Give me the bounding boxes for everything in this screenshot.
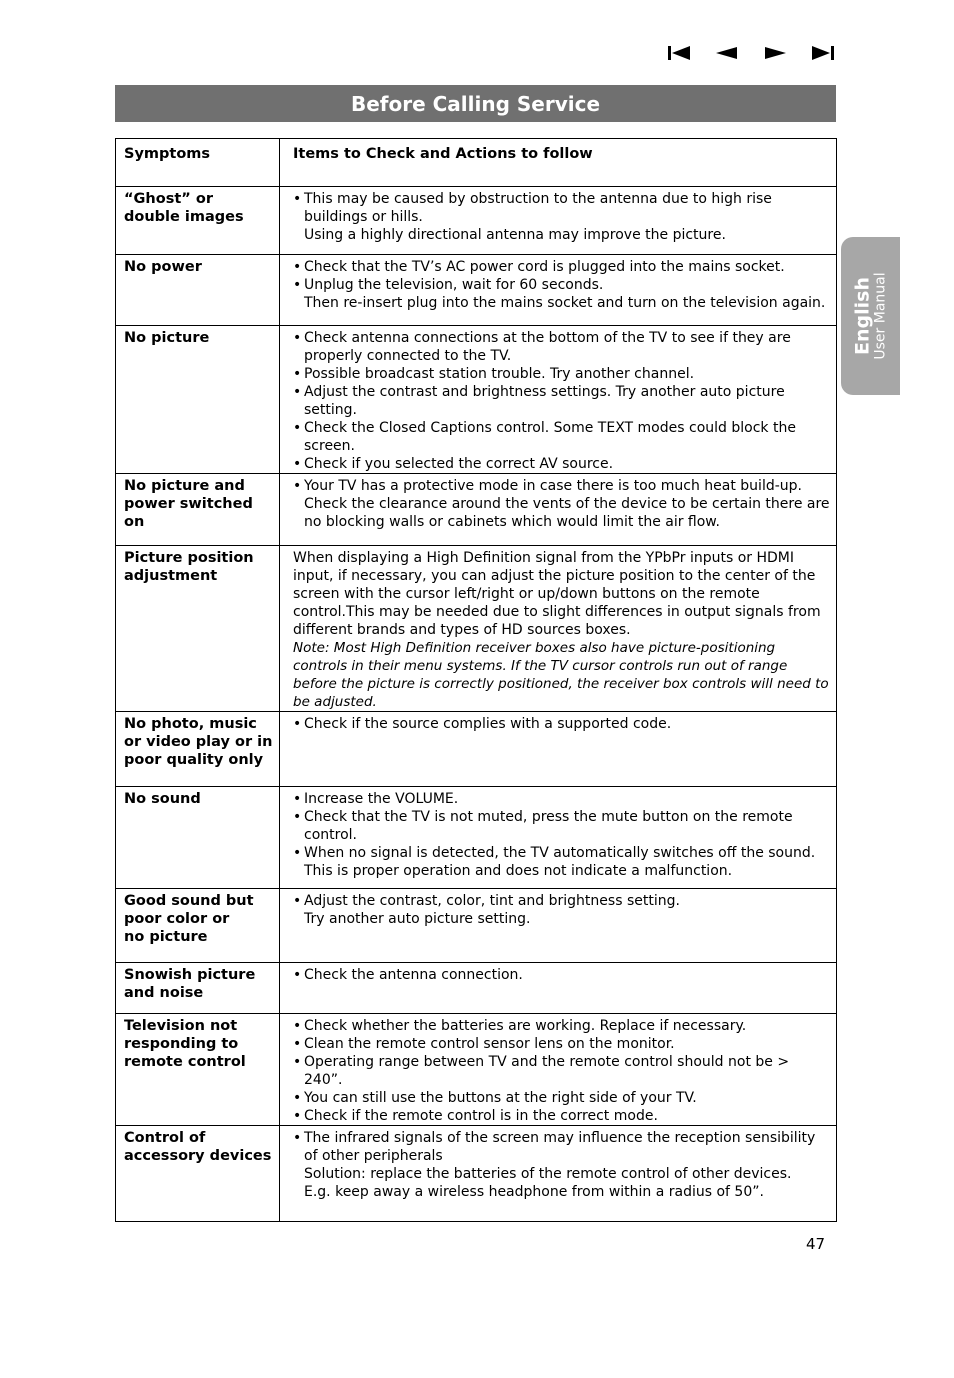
symptom-cell: Good sound but poor color or no picture [116, 889, 280, 963]
bullet-item [293, 1053, 830, 1089]
bullet-text: Check if you selected the correct AV source. [304, 456, 614, 472]
bullet-icon: • [293, 809, 302, 825]
bullet-text: Check whether the batteries are working. Replace if necessary. [304, 1018, 747, 1034]
note-text: Note: Most High Definition receiver boxes also have picture-positioning controls in their menu systems. If the TV cursor controls run out of range before the picture is correctly positioned, the receiver box controls will need to be adjusted. [293, 640, 829, 710]
bullet-item [293, 1035, 830, 1053]
bullet-icon: • [293, 1090, 302, 1106]
bullet-item [293, 966, 830, 984]
symptom-cell: Picture position adjustment [116, 546, 280, 712]
bullet-item [293, 844, 830, 862]
actions-cell [280, 255, 837, 326]
bullet-icon: • [293, 791, 302, 807]
table-row [116, 963, 837, 1014]
actions-cell [280, 787, 837, 889]
actions-cell [280, 474, 837, 546]
continuation-text: This is proper operation and does not indicate a malfunction. [304, 863, 733, 879]
bullet-icon: • [293, 366, 302, 382]
section-title: Before Calling Service [115, 85, 836, 122]
table-row [116, 787, 837, 889]
actions-cell [280, 889, 837, 963]
bullet-text: Your TV has a protective mode in case there is too much heat build-up. [304, 478, 802, 494]
bullet-item [293, 1089, 830, 1107]
bullet-icon: • [293, 478, 302, 494]
bullet-icon: • [293, 330, 302, 346]
actions-cell [280, 712, 837, 787]
bullet-item [293, 190, 830, 226]
bullet-text: Check if the remote control is in the correct mode. [304, 1108, 658, 1124]
bullet-item [293, 1017, 830, 1035]
bullet-text: Check that the TV’s AC power cord is plugged into the mains socket. [304, 259, 785, 275]
bullet-item [293, 383, 830, 419]
table-row [116, 1014, 837, 1126]
next-page-icon[interactable] [761, 42, 789, 64]
table-row [116, 474, 837, 546]
language-tab [841, 237, 900, 395]
previous-page-icon[interactable] [713, 42, 741, 64]
bullet-text: Adjust the contrast and brightness settings. Try another auto picture setting. [304, 384, 785, 418]
bullet-icon: • [293, 420, 302, 436]
continuation-text: Check the clearance around the vents of the device to be certain there are no blocking walls or cabinets which would limit the air flow. [304, 496, 830, 530]
actions-cell [280, 1126, 837, 1222]
bullet-text: The infrared signals of the screen may influence the reception sensibility of other peripherals [304, 1130, 816, 1164]
bullet-text: Operating range between TV and the remote control should not be > 240”. [304, 1054, 790, 1088]
continuation-text: Solution: replace the batteries of the remote control of other devices. [304, 1166, 792, 1182]
table-row [116, 889, 837, 963]
bullet-item [293, 477, 830, 495]
bullet-text: Increase the VOLUME. [304, 791, 459, 807]
bullet-text: Adjust the contrast, color, tint and brightness setting. [304, 893, 680, 909]
bullet-icon: • [293, 716, 302, 732]
bullet-item [293, 1129, 830, 1165]
bullet-item [293, 419, 830, 455]
last-page-icon[interactable] [809, 42, 837, 64]
bullet-icon: • [293, 384, 302, 400]
symptom-cell: Control of accessory devices [116, 1126, 280, 1222]
bullet-text: Unplug the television, wait for 60 seconds. [304, 277, 604, 293]
troubleshooting-table [115, 138, 837, 1222]
bullet-icon: • [293, 1054, 302, 1070]
table-row [116, 187, 837, 255]
actions-cell [280, 326, 837, 474]
symptom-cell: Snowish picture and noise [116, 963, 280, 1014]
bullet-item [293, 1107, 830, 1125]
bullet-icon: • [293, 845, 302, 861]
bullet-icon: • [293, 893, 302, 909]
bullet-item [293, 329, 830, 365]
bullet-icon: • [293, 1108, 302, 1124]
symptom-cell: “Ghost” or double images [116, 187, 280, 255]
table-row [116, 712, 837, 787]
bullet-text: You can still use the buttons at the right side of your TV. [304, 1090, 697, 1106]
bullet-text: Check that the TV is not muted, press the mute button on the remote control. [304, 809, 793, 843]
bullet-item [293, 258, 830, 276]
bullet-icon: • [293, 456, 302, 472]
bullet-text: Clean the remote control sensor lens on the monitor. [304, 1036, 675, 1052]
symptom-cell: No picture and power switched on [116, 474, 280, 546]
bullet-text: Possible broadcast station trouble. Try another channel. [304, 366, 695, 382]
manual-label: User Manual [872, 272, 889, 360]
language-label: English [851, 277, 874, 355]
page-number: 47 [806, 1235, 826, 1253]
actions-cell [280, 187, 837, 255]
continuation-text: Try another auto picture setting. [304, 911, 531, 927]
symptom-cell: No picture [116, 326, 280, 474]
actions-cell [280, 1014, 837, 1126]
bullet-text: Check if the source complies with a supported code. [304, 716, 672, 732]
bullet-text: Check the antenna connection. [304, 967, 523, 983]
bullet-item [293, 715, 830, 733]
continuation-text: E.g. keep away a wireless headphone from within a radius of 50”. [304, 1184, 764, 1200]
continuation-text: Then re-insert plug into the mains socket and turn on the television again. [304, 295, 826, 311]
bullet-icon: • [293, 967, 302, 983]
bullet-icon: • [293, 259, 302, 275]
bullet-icon: • [293, 1018, 302, 1034]
bullet-icon: • [293, 1130, 302, 1146]
symptom-cell: Television not responding to remote control [116, 1014, 280, 1126]
bullet-item [293, 790, 830, 808]
paragraph-text: When displaying a High Definition signal from the YPbPr inputs or HDMI input, if necessary, you can adjust the picture position to the center of the screen with the cursor left/right or up/down buttons on the remote control.This may be needed due to slight differences in output signals from different brands and types of HD sources boxes. [293, 550, 821, 638]
bullet-icon: • [293, 1036, 302, 1052]
actions-cell [280, 963, 837, 1014]
symptom-cell: No power [116, 255, 280, 326]
bullet-item [293, 455, 830, 473]
bullet-text: Check the Closed Captions control. Some TEXT modes could block the screen. [304, 420, 796, 454]
bullet-item [293, 276, 830, 294]
actions-header: Items to Check and Actions to follow [280, 139, 837, 187]
bullet-text: When no signal is detected, the TV automatically switches off the sound. [304, 845, 816, 861]
bullet-icon: • [293, 277, 302, 293]
table-header-row [116, 139, 837, 187]
first-page-icon[interactable] [665, 42, 693, 64]
bullet-text: Check antenna connections at the bottom of the TV to see if they are properly connected to the TV. [304, 330, 791, 364]
table-row [116, 326, 837, 474]
bullet-icon: • [293, 191, 302, 207]
page-navigation [665, 42, 837, 64]
symptoms-header: Symptoms [116, 139, 280, 187]
table-row [116, 255, 837, 326]
continuation-text: Using a highly directional antenna may improve the picture. [304, 227, 726, 243]
bullet-text: This may be caused by obstruction to the antenna due to high rise buildings or hills. [304, 191, 772, 225]
bullet-item [293, 365, 830, 383]
symptom-cell: No photo, music or video play or in poor quality only [116, 712, 280, 787]
symptom-cell: No sound [116, 787, 280, 889]
bullet-item [293, 808, 830, 844]
bullet-item [293, 892, 830, 910]
table-row [116, 1126, 837, 1222]
table-row [116, 546, 837, 712]
actions-cell [280, 546, 837, 712]
